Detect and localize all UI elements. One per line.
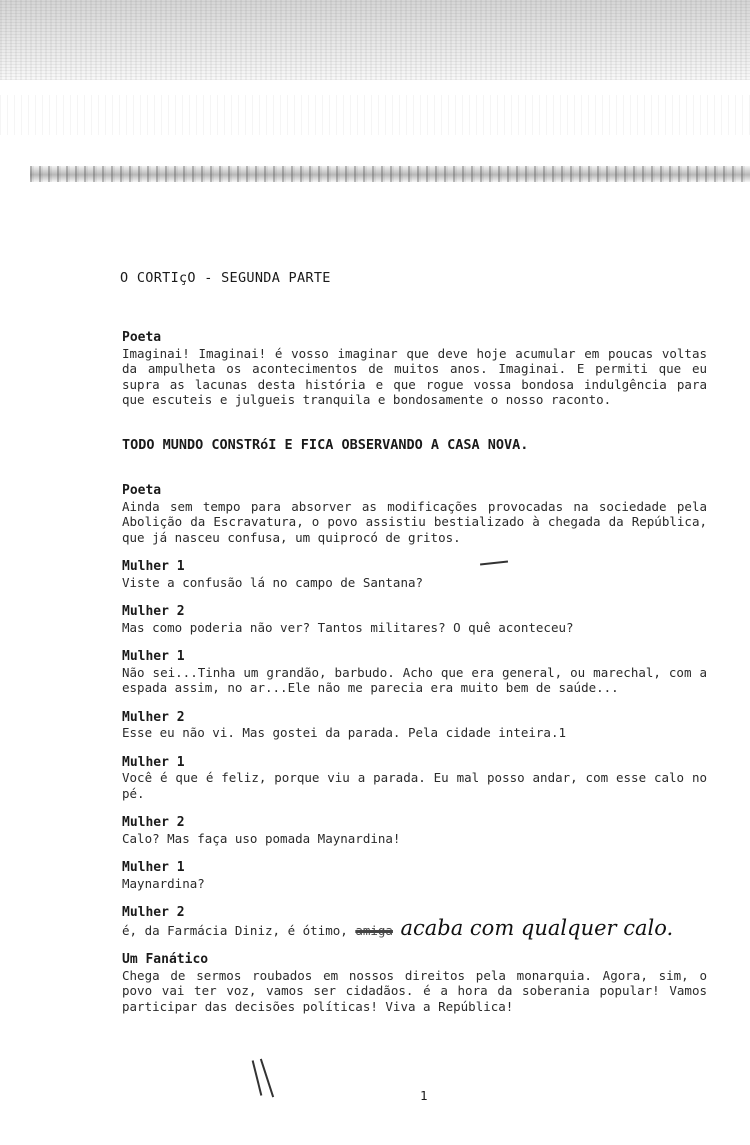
speaker-name: Mulher 1 bbox=[122, 754, 185, 770]
handwritten-annotation: acaba com qualquer calo. bbox=[400, 915, 674, 940]
speech-text: Chega de sermos roubados em nossos direitos pela monarquia. Agora, sim, o povo vai ter voz, vamos ser cidadãos. é a hora da soberania popular! Vamos participar das decisões políticas! Viva a República! bbox=[122, 967, 707, 1014]
scan-noise-top bbox=[0, 0, 750, 80]
dialogue-block bbox=[122, 649, 707, 696]
pen-stroke-mark bbox=[260, 1059, 274, 1098]
opening-block bbox=[122, 330, 707, 408]
scan-noise-band bbox=[30, 166, 750, 182]
document-title: O CORTIçO - SEGUNDA PARTE bbox=[120, 270, 331, 286]
struck-out-word: amiga bbox=[355, 922, 393, 938]
dialogue-block bbox=[122, 755, 707, 802]
annotated-dialogue-block bbox=[122, 905, 707, 938]
speaker-name: Mulher 2 bbox=[122, 709, 185, 725]
speaker-name: Poeta bbox=[122, 330, 162, 345]
speaker-name: Mulher 2 bbox=[122, 604, 185, 619]
speech-text: Imaginai! Imaginai! é vosso imaginar que deve hoje acumular em poucas voltas da ampulheta os acontecimentos de muitos anos. Imaginai. E permiti que eu supra as lacunas desta história e que rogue vossa bondosa indulgência para que escuteis e julgueis tranquila e bondosamente o nosso raconto. bbox=[122, 345, 707, 407]
scan-noise-middle bbox=[0, 95, 750, 135]
speech-text: Ainda sem tempo para absorver as modificações provocadas na sociedade pela Abolição da Escravatura, o povo assistiu bestializado à chegada da República, que já nasceu confusa, um quiprocó de gritos. bbox=[122, 498, 707, 545]
speech-text: Não sei...Tinha um grandão, barbudo. Acho que era general, ou marechal, com a espada assim, no ar...Ele não me parecia era muito bem de saúde... bbox=[122, 664, 707, 695]
dialogue-block bbox=[122, 860, 707, 891]
script-body bbox=[122, 330, 707, 1028]
speech-text: Esse eu não vi. Mas gostei da parada. Pela cidade inteira.1 bbox=[122, 725, 567, 740]
dialogue-block bbox=[122, 815, 707, 846]
page-number: 1 bbox=[420, 1088, 428, 1103]
pen-stroke-mark bbox=[252, 1060, 263, 1095]
speaker-name: Mulher 2 bbox=[122, 815, 185, 830]
dialogue-block bbox=[122, 483, 707, 545]
speech-text bbox=[122, 915, 707, 940]
speaker-name: Poeta bbox=[122, 483, 162, 498]
speech-text: Você é que é feliz, porque viu a parada. Eu mal posso andar, com esse calo no pé. bbox=[122, 770, 707, 801]
typed-text: é, da Farmácia Diniz, é ótimo, bbox=[122, 922, 348, 938]
speaker-name: Mulher 1 bbox=[122, 649, 185, 664]
speech-text: Maynardina? bbox=[122, 875, 205, 891]
closing-block bbox=[122, 952, 707, 1014]
dialogue-block bbox=[122, 710, 707, 741]
speech-text: Calo? Mas faça uso pomada Maynardina! bbox=[122, 830, 401, 846]
speech-text: Mas como poderia não ver? Tantos militares? O quê aconteceu? bbox=[122, 619, 574, 635]
scene-heading: TODO MUNDO CONSTRóI E FICA OBSERVANDO A CASA NOVA. bbox=[122, 436, 529, 453]
speaker-name: Mulher 2 bbox=[122, 905, 185, 920]
dialogue-block bbox=[122, 604, 707, 635]
dialogue-block bbox=[122, 559, 707, 590]
speaker-name: Mulher 1 bbox=[122, 559, 185, 574]
speech-text: Viste a confusão lá no campo de Santana? bbox=[122, 574, 424, 590]
speaker-name: Um Fanático bbox=[122, 952, 209, 967]
speaker-name: Mulher 1 bbox=[122, 860, 185, 875]
